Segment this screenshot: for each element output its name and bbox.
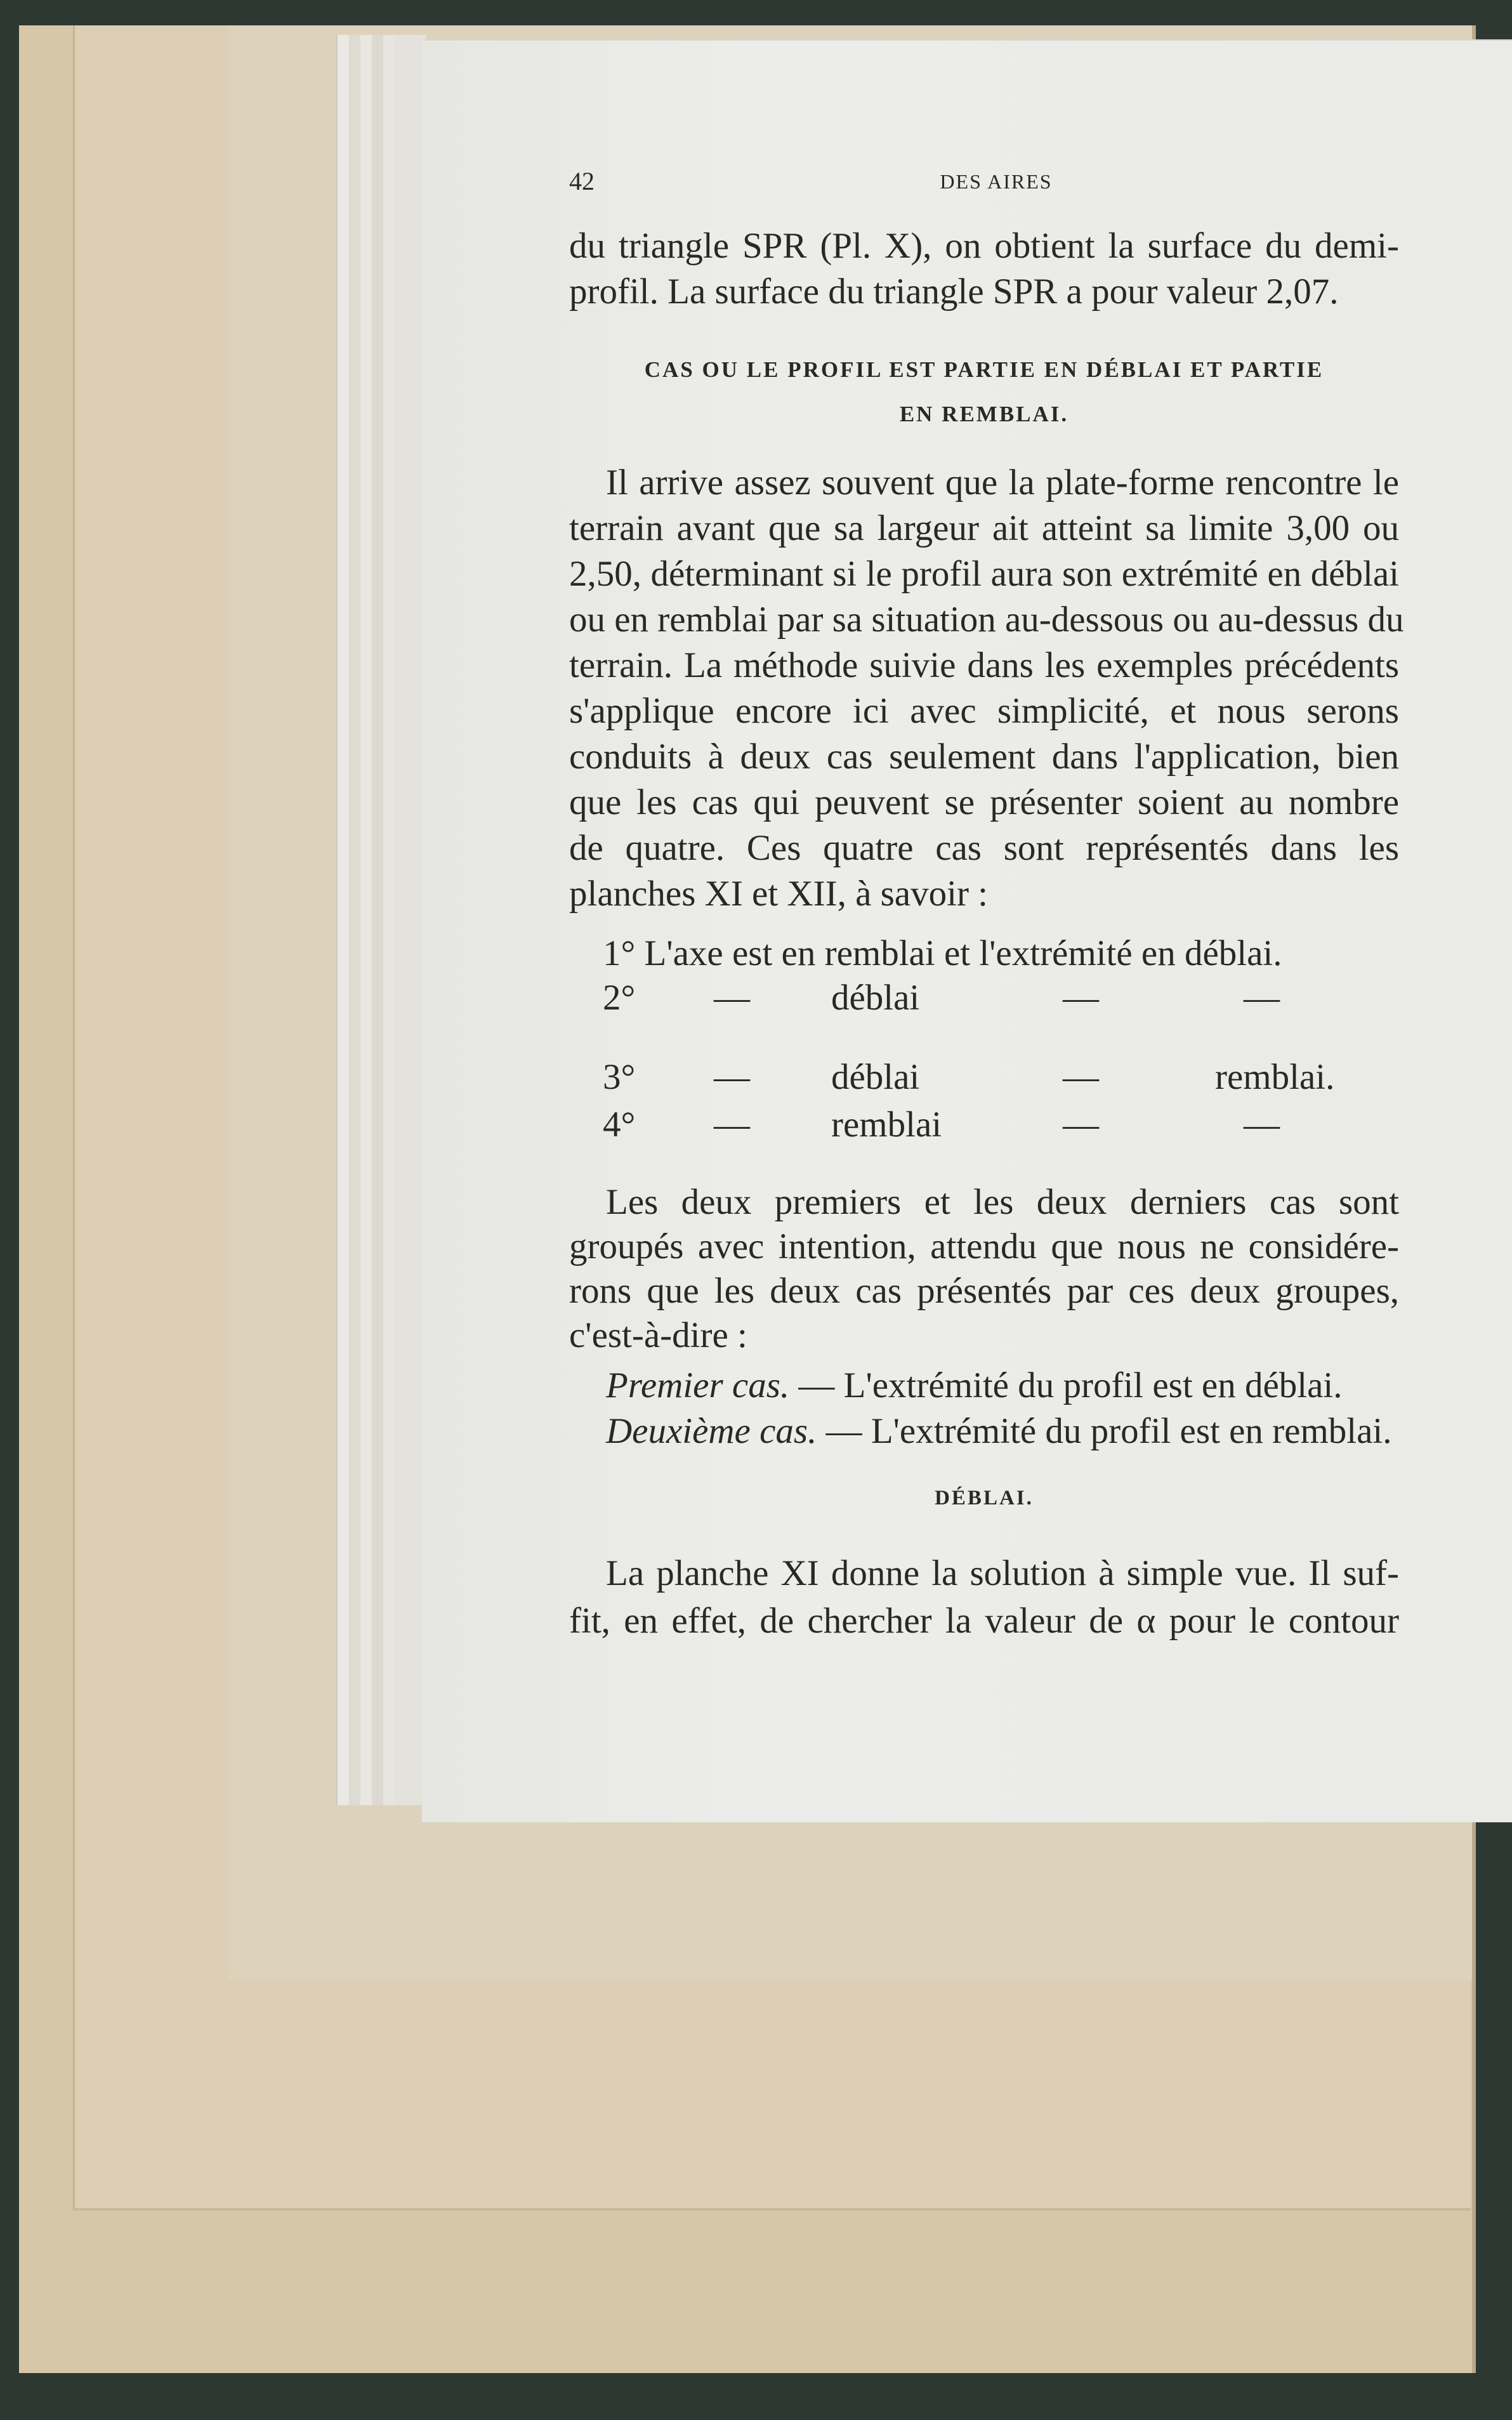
group-text: — L'extrémité du profil est en remblai. (825, 1411, 1392, 1451)
text-line: planches XI et XII, à savoir : (569, 874, 989, 914)
case-number: 3° (603, 1057, 636, 1097)
section-heading (569, 348, 1399, 437)
case-end: — (1244, 978, 1280, 1018)
case-end: remblai. (1215, 1057, 1335, 1097)
text-line: terrain. La méthode suivie dans les exemples précédents (569, 645, 1399, 685)
page-edges (336, 35, 426, 1805)
ditto-dash: — (714, 1057, 750, 1097)
group-1 (606, 1363, 1399, 1409)
text-line: ou en remblai par sa situation au-dessous ou au-dessus du (569, 600, 1404, 640)
text-line: Les deux premiers et les deux derniers cas sont (606, 1182, 1399, 1222)
group-label: Deuxième cas. (606, 1411, 817, 1451)
case-axis: déblai (831, 1057, 920, 1097)
text-line: que les cas qui peuvent se présenter soient au nombre (569, 782, 1399, 822)
ditto-dash: — (714, 1105, 750, 1145)
text-line: Il arrive assez souvent que la plate-forme rencontre le (606, 463, 1399, 503)
case-text: L'axe est en remblai et l'extrémité en déblai. (644, 933, 1282, 973)
heading-line: CAS OU LE PROFIL EST PARTIE EN DÉBLAI ET PARTIE (644, 357, 1324, 382)
text-line: c'est-à-dire : (569, 1315, 747, 1355)
paragraph-3 (569, 1180, 1399, 1358)
page-number: 42 (569, 167, 595, 195)
text-line: groupés avec intention, attendu que nous ne considére- (569, 1226, 1399, 1266)
text-line: terrain avant que sa largeur ait atteint sa limite 3,00 ou (569, 508, 1399, 548)
section-heading-deblai: DÉBLAI. (935, 1487, 1034, 1509)
paragraph-4 (569, 1549, 1399, 1645)
heading-line: EN REMBLAI. (899, 402, 1069, 426)
groups (606, 1363, 1399, 1454)
case-1 (603, 933, 1282, 974)
paragraph-2 (569, 460, 1404, 917)
text-line: profil. La surface du triangle SPR a pour valeur 2,07. (569, 272, 1339, 312)
text-line: conduits à deux cas seulement dans l'application, bien (569, 737, 1399, 777)
text-line: fit, en effet, de chercher la valeur de α pour le contour (569, 1601, 1399, 1641)
text-line: de quatre. Ces quatre cas sont représentés dans les (569, 828, 1399, 868)
case-number: 4° (603, 1105, 636, 1145)
ditto-dash: — (1063, 978, 1099, 1018)
ditto-dash: — (714, 978, 750, 1018)
text-line: rons que les deux cas présentés par ces deux groupes, (569, 1271, 1399, 1311)
case-axis: remblai (831, 1105, 942, 1145)
group-label: Premier cas. (606, 1365, 790, 1405)
text-line: s'applique encore ici avec simplicité, et nous serons (569, 691, 1399, 731)
ditto-dash: — (1063, 1057, 1099, 1097)
case-number: 1° (603, 933, 636, 973)
case-number: 2° (603, 978, 636, 1018)
paragraph-1 (569, 223, 1399, 315)
text-line: La planche XI donne la solution à simple vue. Il suf- (606, 1553, 1399, 1593)
case-end: — (1244, 1105, 1280, 1145)
text-line: 2,50, déterminant si le profil aura son extrémité en déblai (569, 554, 1399, 594)
case-axis: déblai (831, 978, 920, 1018)
text-line: du triangle SPR (Pl. X), on obtient la surface du demi- (569, 226, 1399, 266)
group-text: — L'extrémité du profil est en déblai. (798, 1365, 1343, 1405)
group-2 (606, 1409, 1399, 1454)
running-title: DES AIRES (940, 170, 1053, 193)
ditto-dash: — (1063, 1105, 1099, 1145)
